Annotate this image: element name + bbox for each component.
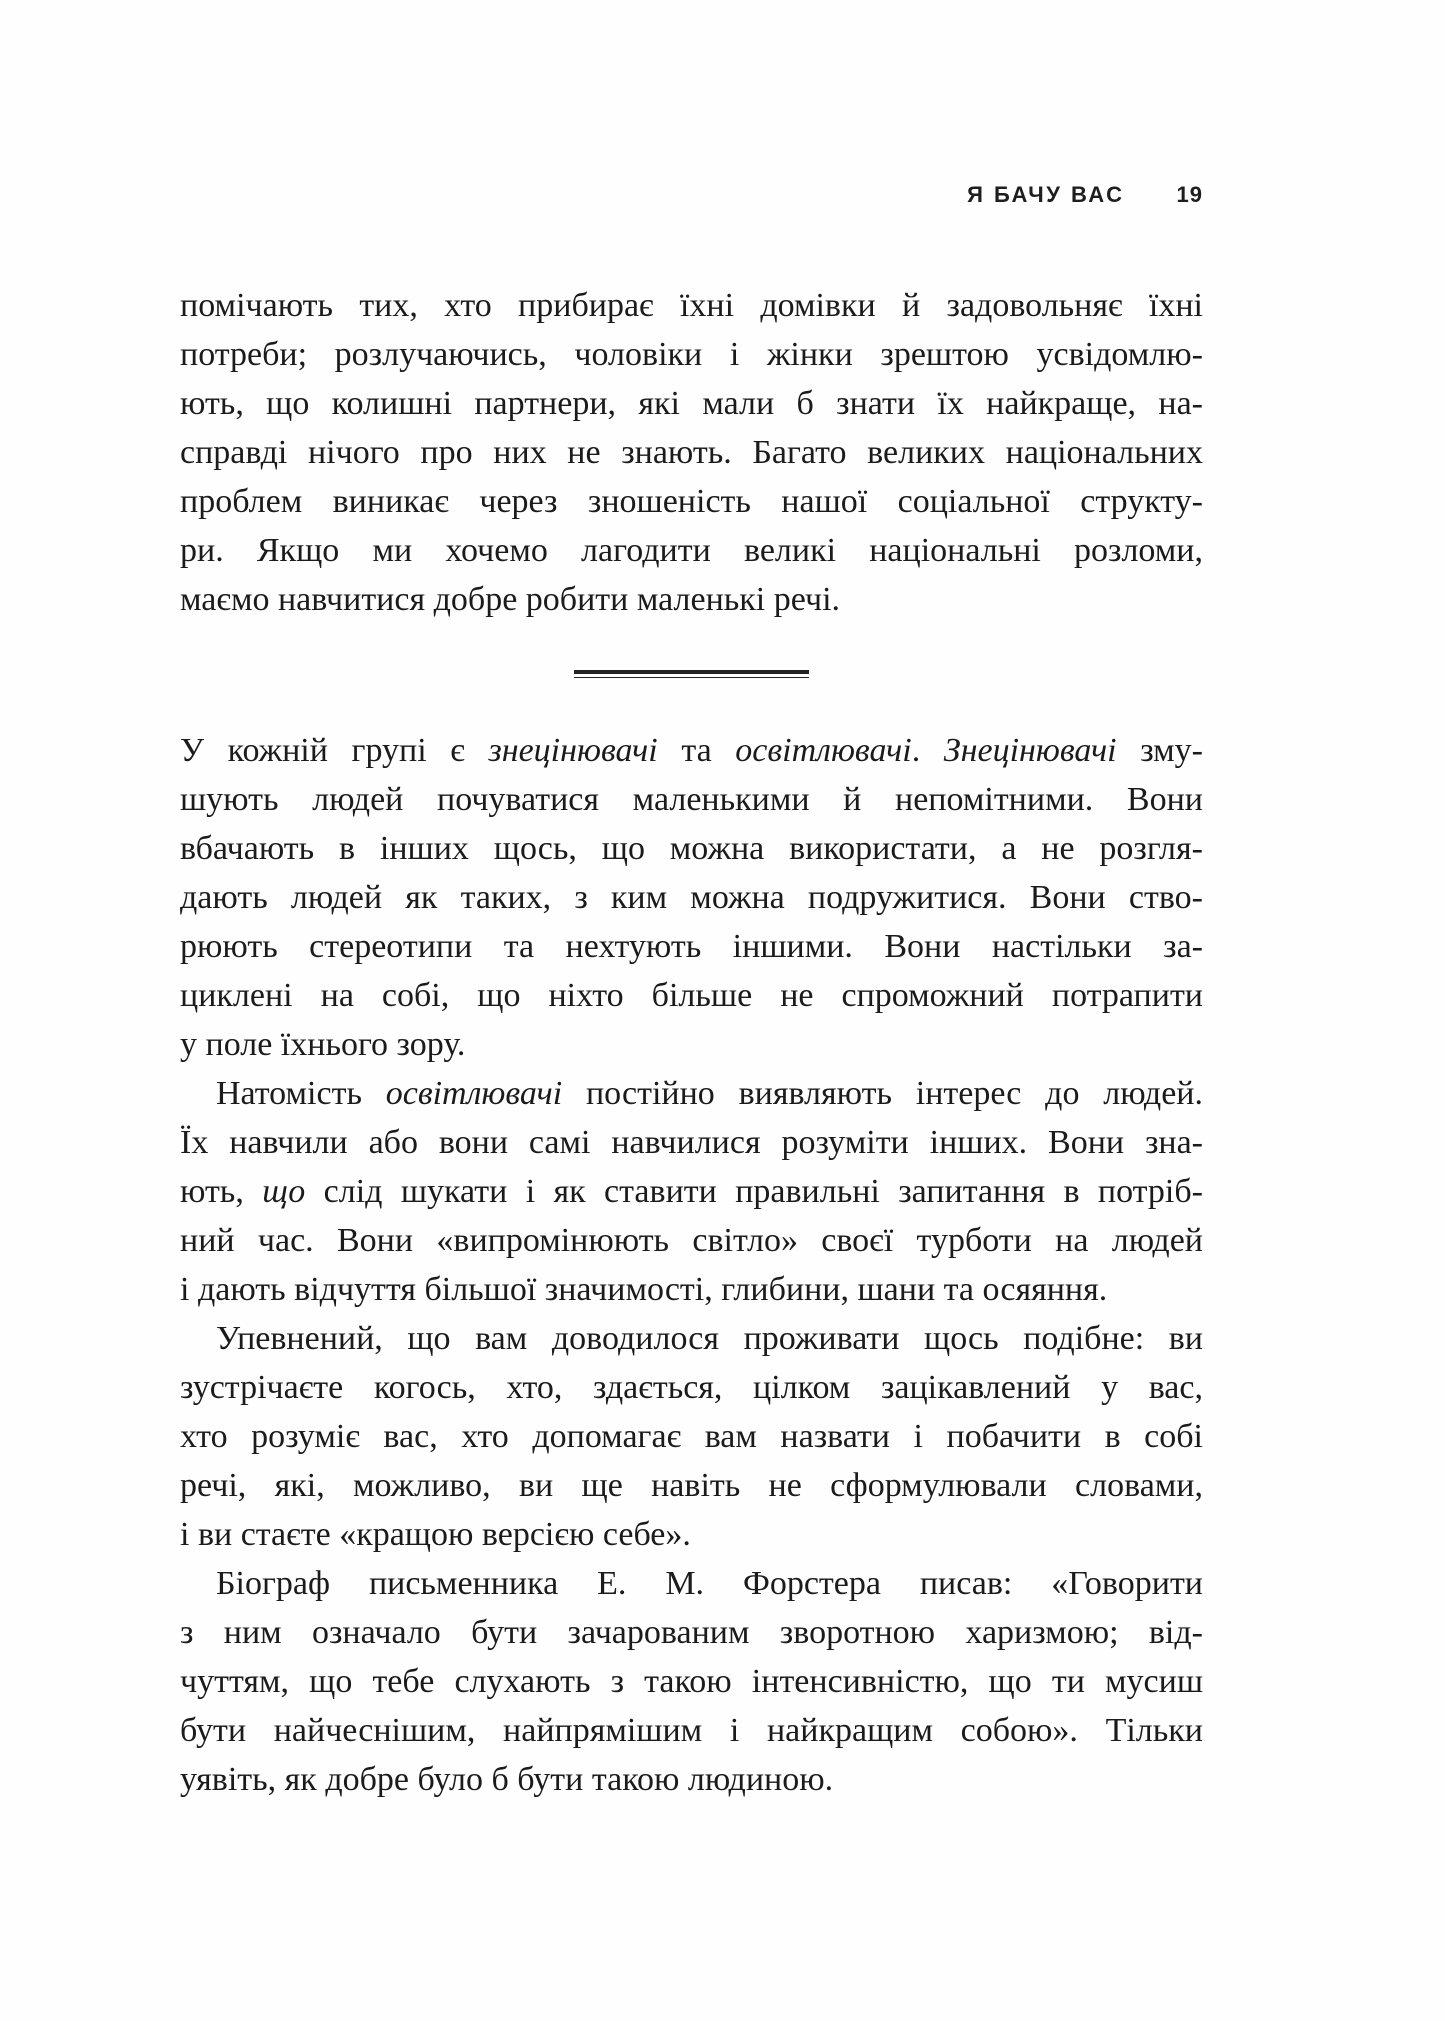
text-line	[180, 1461, 1203, 1510]
text-run: У кожній групі є	[180, 732, 489, 769]
text-run: вбачають в інших щось, що можна використати, а не розгля-	[180, 830, 1203, 867]
text-line	[180, 824, 1203, 873]
text-line	[180, 330, 1203, 379]
text-run: ний час. Вони «випромінюють світло» своєї турботи на людей	[180, 1222, 1203, 1259]
text-line	[180, 775, 1203, 824]
text-line	[180, 477, 1203, 526]
text-line	[180, 379, 1203, 428]
text-run: циклені на собі, що ніхто більше не спроможний потрапити	[180, 977, 1203, 1014]
text-line	[180, 922, 1203, 971]
text-run: дають людей як таких, з ким можна подружитися. Вони ство-	[180, 879, 1203, 916]
text-run: Їх навчили або вони самі навчилися розуміти інших. Вони зна-	[180, 1124, 1203, 1161]
text-line	[180, 526, 1203, 575]
text-run: чуттям, що тебе слухають з такою інтенсивністю, що ти мусиш	[180, 1663, 1203, 1700]
text-run: Натомість	[216, 1075, 386, 1112]
text-line	[180, 1559, 1203, 1608]
text-run: маємо навчитися добре робити маленькі речі.	[180, 581, 841, 618]
text-line	[180, 1069, 1203, 1118]
text-run: справді нічого про них не знають. Багато великих національних	[180, 434, 1203, 471]
italic-term: освітлювачі	[385, 1075, 563, 1112]
text-line	[180, 1265, 1203, 1314]
text-run: зму-	[1116, 732, 1203, 769]
paragraph	[180, 1069, 1203, 1314]
text-line	[180, 1755, 1203, 1804]
text-line	[180, 1510, 1203, 1559]
italic-term: освітлювачі	[735, 732, 912, 769]
text-line	[180, 1608, 1203, 1657]
text-line	[180, 428, 1203, 477]
text-run: у поле їхнього зору.	[180, 1026, 466, 1063]
running-title: Я БАЧУ ВАС	[967, 182, 1125, 207]
text-run: ють, що колишні партнери, які мали б знати їх найкраще, на-	[180, 385, 1203, 422]
text-run: Біограф письменника Е. М. Форстера писав: «Говорити	[216, 1565, 1203, 1602]
content	[180, 281, 1203, 1804]
italic-term: знецінювачі	[488, 732, 658, 769]
text-line	[180, 1363, 1203, 1412]
text-line	[180, 873, 1203, 922]
text-run: хто розуміє вас, хто допомагає вам назвати і побачити в собі	[180, 1418, 1203, 1455]
text-line	[180, 1412, 1203, 1461]
text-run: і дають відчуття більшої значимості, глибини, шани та осяяння.	[180, 1271, 1108, 1308]
text-line	[180, 1657, 1203, 1706]
text-line	[180, 1216, 1203, 1265]
text-run: проблем виникає через зношеність нашої соціальної структу-	[180, 483, 1203, 520]
italic-term: що	[262, 1173, 306, 1210]
text-run: ють,	[180, 1173, 263, 1210]
text-line	[180, 1314, 1203, 1363]
paragraph	[180, 726, 1203, 1069]
text-run: постійно виявляють інтерес до людей.	[562, 1075, 1203, 1112]
text-run: рюють стереотипи та нехтують іншими. Вони настільки за-	[180, 928, 1203, 965]
section-divider	[574, 670, 809, 678]
text-run: з ним означало бути зачарованим зворотною харизмою; від-	[180, 1614, 1203, 1651]
text-line	[180, 281, 1203, 330]
text-line	[180, 1706, 1203, 1755]
text-run: слід шукати і як ставити правильні запитання в потріб-	[305, 1173, 1203, 1210]
paragraph	[180, 281, 1203, 624]
text-run: зустрічаєте когось, хто, здається, цілком зацікавлений у вас,	[180, 1369, 1203, 1406]
page-number: 19	[1176, 182, 1203, 207]
paragraph	[180, 1559, 1203, 1804]
text-run: шують людей почуватися маленькими й непомітними. Вони	[180, 781, 1203, 818]
running-header	[180, 182, 1203, 208]
text-run: уявіть, як добре було б бути такою людиною.	[180, 1761, 834, 1798]
text-run: бути найчеснішим, найпрямішим і найкращим собою». Тільки	[180, 1712, 1203, 1749]
text-run: речі, які, можливо, ви ще навіть не сформулювали словами,	[180, 1467, 1203, 1504]
italic-term: Знецінювачі	[943, 732, 1117, 769]
text-line	[180, 1118, 1203, 1167]
paragraph	[180, 1314, 1203, 1559]
text-run: та	[657, 732, 736, 769]
text-line	[180, 1167, 1203, 1216]
text-run: .	[911, 732, 944, 769]
text-run: ри. Якщо ми хочемо лагодити великі національні розломи,	[180, 532, 1203, 569]
text-run: помічають тих, хто прибирає їхні домівки й задовольняє їхні	[180, 287, 1203, 324]
text-run: Упевнений, що вам доводилося проживати щось подібне: ви	[216, 1320, 1203, 1357]
text-run: і ви стаєте «кращою версією себе».	[180, 1516, 691, 1553]
text-line	[180, 575, 1203, 624]
text-line	[180, 1020, 1203, 1069]
text-line	[180, 971, 1203, 1020]
text-run: потреби; розлучаючись, чоловіки і жінки зрештою усвідомлю-	[180, 336, 1203, 373]
text-line	[180, 726, 1203, 775]
